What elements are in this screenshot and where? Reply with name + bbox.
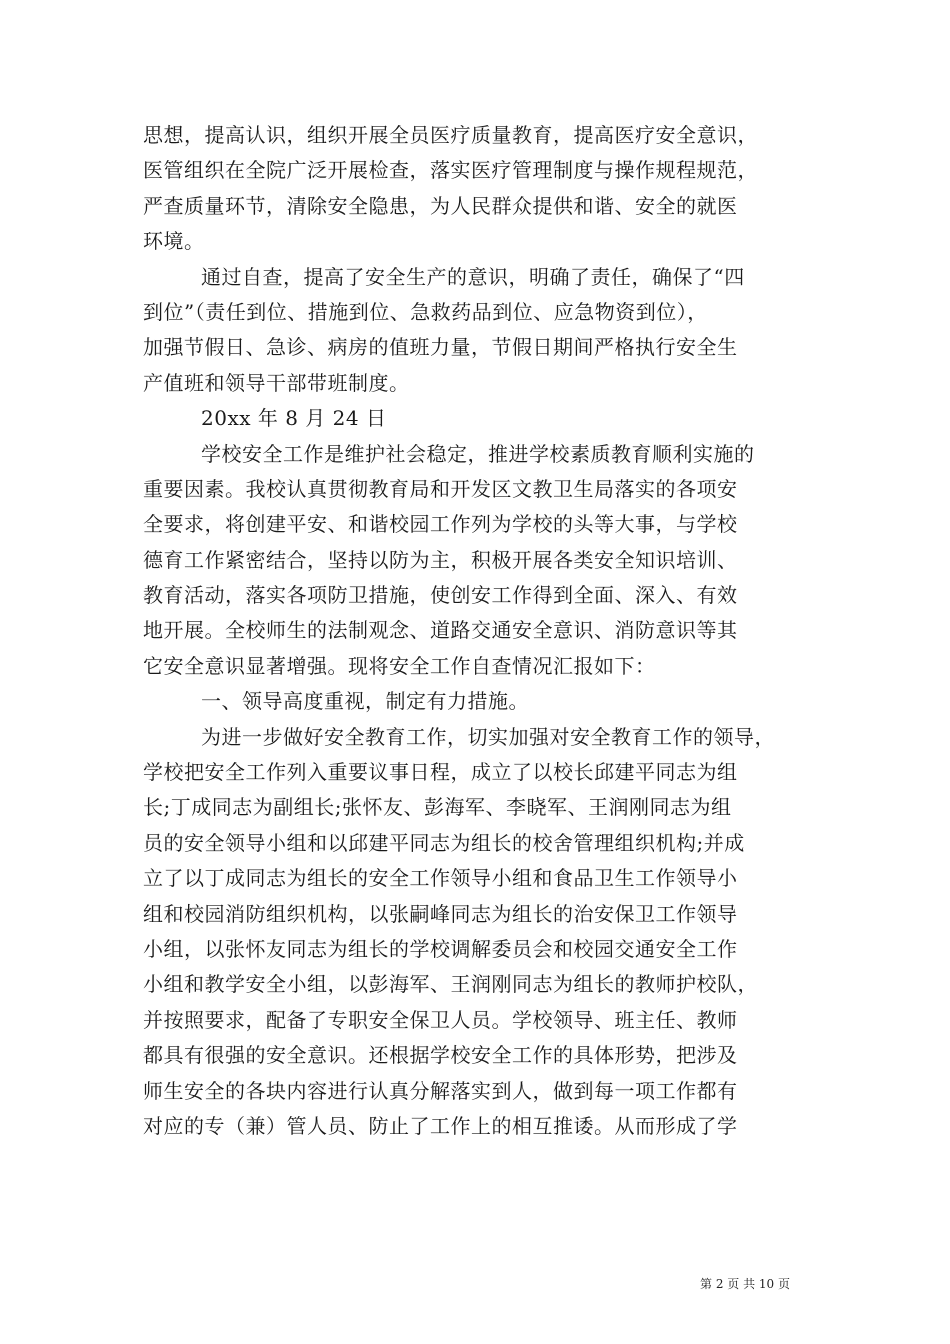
text-line: 加强节假日、急诊、病房的值班力量，节假日期间严格执行安全生	[143, 335, 738, 360]
text-line: 小组，以张怀友同志为组长的学校调解委员会和校园交通安全工作	[143, 936, 738, 961]
section-heading: 一、领导高度重视，制定有力措施。	[201, 689, 529, 714]
text-line: 师生安全的各块内容进行认真分解落实到人，做到每一项工作都有	[143, 1078, 738, 1103]
text-line: 立了以丁成同志为组长的安全工作领导小组和食品卫生工作领导小	[143, 866, 738, 891]
text-line: 思想，提高认识，组织开展全员医疗质量教育，提高医疗安全意识，	[143, 123, 758, 147]
document-body	[143, 118, 818, 1144]
text-line: 小组和教学安全小组，以彭海军、王润刚同志为组长的教师护校队，	[143, 972, 758, 997]
text-line: 员的安全领导小组和以邱建平同志为组长的校舍管理组织机构;并成	[143, 830, 745, 855]
text-line: 对应的专（兼）管人员、防止了工作上的相互推诿。从而形成了学	[143, 1113, 738, 1138]
text-line: 环境。	[143, 229, 205, 254]
text-line: 学校把安全工作列入重要议事日程，成立了以校长邱建平同志为组	[143, 760, 738, 785]
text-line: 组和校园消防组织机构，以张嗣峰同志为组长的治安保卫工作领导	[143, 901, 738, 926]
text-line: 地开展。全校师生的法制观念、道路交通安全意识、消防意识等其	[143, 618, 738, 643]
text-line: 全要求，将创建平安、和谐校园工作列为学校的头等大事，与学校	[143, 512, 738, 537]
text-line: 到位”（责任到位、措施到位、急救药品到位、应急物资到位），	[143, 299, 708, 324]
paragraph-start-line: 学校安全工作是维护社会稳定，推进学校素质教育顺利实施的	[201, 441, 755, 466]
paragraph-start-line: 通过自查，提高了安全生产的意识，明确了责任，确保了“四	[201, 264, 745, 289]
text-line: 严查质量环节，清除安全隐患，为人民群众提供和谐、安全的就医	[143, 193, 738, 218]
text-line: 都具有很强的安全意识。还根据学校安全工作的具体形势，把涉及	[143, 1043, 738, 1068]
paragraph-start-line: 为进一步做好安全教育工作，切实加强对安全教育工作的领导，	[201, 724, 775, 749]
text-line: 它安全意识显著增强。现将安全工作自查情况汇报如下：	[143, 653, 656, 678]
text-line: 长;丁成同志为副组长;张怀友、彭海军、李晓军、王润刚同志为组	[143, 795, 732, 820]
text-line: 并按照要求，配备了专职安全保卫人员。学校领导、班主任、教师	[143, 1007, 738, 1032]
date-line: 20xx 年 8 月 24 日	[201, 406, 387, 431]
text-line: 医管组织在全院广泛开展检查，落实医疗管理制度与操作规程规范，	[143, 158, 758, 183]
text-line: 德育工作紧密结合，坚持以防为主，积极开展各类安全知识培训、	[143, 547, 738, 572]
page-number-footer: 第 2 页 共 10 页	[700, 1277, 790, 1291]
text-line: 重要因素。我校认真贯彻教育局和开发区文教卫生局落实的各项安	[143, 476, 738, 501]
text-line: 产值班和领导干部带班制度。	[143, 370, 410, 395]
text-line: 教育活动，落实各项防卫措施，使创安工作得到全面、深入、有效	[143, 583, 738, 608]
